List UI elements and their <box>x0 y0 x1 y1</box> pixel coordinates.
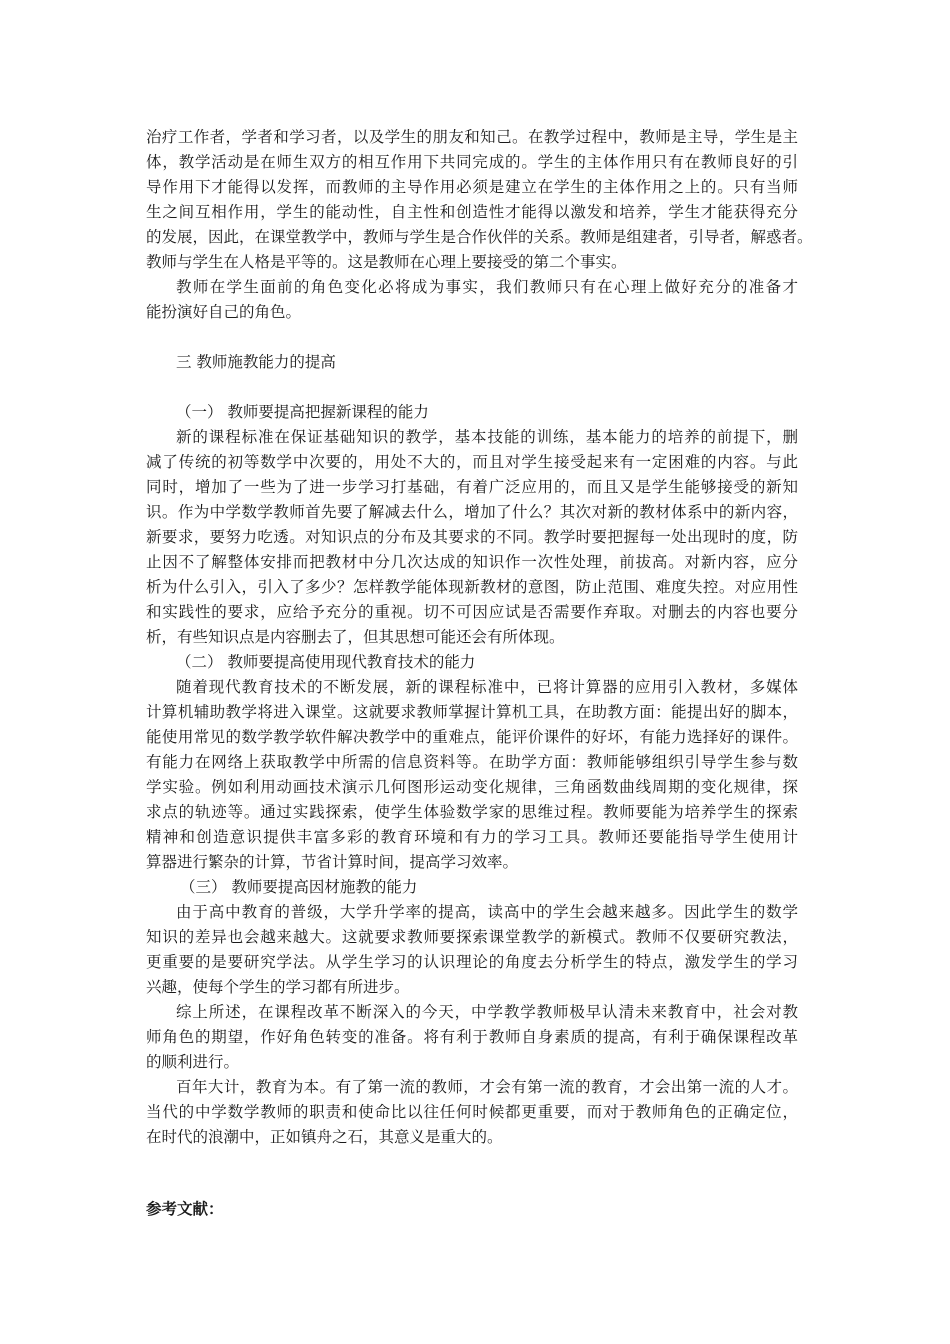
paragraph-line: 精神和创造意识提供丰富多彩的教育环境和有力的学习工具。教师还要能指导学生使用计 <box>146 828 798 846</box>
paragraph-line: 教师在学生面前的角色变化必将成为事实，我们教师只有在心理上做好充分的准备才 <box>176 278 798 296</box>
paragraph-line: 同时，增加了一些为了进一步学习打基础，有着广泛应用的，而且又是学生能够接受的新知 <box>146 478 798 496</box>
paragraph-line: 析，有些知识点是内容删去了，但其思想可能还会有所体现。 <box>146 628 565 646</box>
paragraph-line: 的发展，因此，在课堂教学中，教师与学生是合作伙伴的关系。教师是组建者，引导者，解惑者。 <box>146 228 813 246</box>
paragraph-line: 在时代的浪潮中，正如镇舟之石，其意义是重大的。 <box>146 1128 503 1146</box>
paragraph-line: 当代的中学数学教师的职责和使命比以往任何时候都更重要，而对于教师角色的正确定位， <box>146 1103 798 1121</box>
paragraph-line: 新的课程标准在保证基础知识的教学，基本技能的训练，基本能力的培养的前提下，删 <box>176 428 798 446</box>
paragraph-line: 求点的轨迹等。通过实践探索，使学生体验数学家的思维过程。教师要能为培养学生的探索 <box>146 803 798 821</box>
paragraph-line: 的顺利进行。 <box>146 1053 240 1071</box>
paragraph-line: 百年大计，教育为本。有了第一流的教师，才会有第一流的教育，才会出第一流的人才。 <box>176 1078 798 1096</box>
paragraph-line: 由于高中教育的普级，大学升学率的提高，读高中的学生会越来越多。因此学生的数学 <box>176 903 798 921</box>
subsection-heading: （一） 教师要提高把握新课程的能力 <box>176 403 429 421</box>
paragraph-line: 新要求，要努力吃透。对知识点的分布及其要求的不同。教学时要把握每一处出现时的度，防 <box>146 528 798 546</box>
paragraph-line: 止因不了解整体安排而把教材中分几次达成的知识作一次性处理，前拔高。对新内容，应分 <box>146 553 798 571</box>
paragraph-line: 和实践性的要求，应给予充分的重视。切不可因应试是否需要作弃取。对删去的内容也要分 <box>146 603 798 621</box>
paragraph-line: 析为什么引入，引入了多少？怎样教学能体现新教材的意图，防止范围、难度失控。对应用性 <box>146 578 798 596</box>
paragraph-line: 兴趣，使每个学生的学习都有所进步。 <box>146 978 410 996</box>
paragraph-line: 能扮演好自己的角色。 <box>146 303 302 321</box>
paragraph-line: 学实验。例如利用动画技术演示几何图形运动变化规律，三角函数曲线周期的变化规律，探 <box>146 778 798 796</box>
paragraph-line: 综上所述，在课程改革不断深入的今天，中学教学教师极早认清未来教育中，社会对教 <box>176 1003 798 1021</box>
paragraph-line: 能使用常见的数学教学软件解决教学中的重难点，能评价课件的好坏，有能力选择好的课件。 <box>146 728 798 746</box>
paragraph-line: 教师与学生在人格是平等的。这是教师在心理上要接受的第二个事实。 <box>146 253 627 271</box>
paragraph-line: 更重要的是要研究学法。从学生学习的认识理论的角度去分析学生的特点，激发学生的学习 <box>146 953 798 971</box>
paragraph-line: 体，教学活动是在师生双方的相互作用下共同完成的。学生的主体作用只有在教师良好的引 <box>146 153 798 171</box>
paragraph-line: 随着现代教育技术的不断发展，新的课程标准中，已将计算器的应用引入教材，多媒体 <box>176 678 798 696</box>
section-heading: 三 教师施教能力的提高 <box>176 353 336 371</box>
paragraph-line: 识。作为中学数学教师首先要了解减去什么，增加了什么？其次对新的教材体系中的新内容， <box>146 503 798 521</box>
subsection-heading: （二） 教师要提高使用现代教育技术的能力 <box>176 653 476 671</box>
paragraph-line: 减了传统的初等数学中次要的，用处不大的，而且对学生接受起来有一定困难的内容。与此 <box>146 453 798 471</box>
paragraph-line: 有能力在网络上获取教学中所需的信息资料等。在助学方面：教师能够组织引导学生参与数 <box>146 753 798 771</box>
subsection-heading: （三） 教师要提高因材施教的能力 <box>180 878 418 896</box>
references-heading: 参考文献： <box>146 1199 224 1218</box>
paragraph-line: 知识的差异也会越来越大。这就要求教师要探索课堂教学的新模式。教师不仅要研究教法， <box>146 928 798 946</box>
paragraph-line: 师角色的期望，作好角色转变的准备。将有利于教师自身素质的提高，有利于确保课程改革 <box>146 1028 798 1046</box>
paragraph-line: 计算机辅助教学将进入课堂。这就要求教师掌握计算机工具，在助教方面：能提出好的脚本， <box>146 703 798 721</box>
paragraph-line: 生之间互相作用，学生的能动性，自主性和创造性才能得以激发和培养，学生才能获得充分 <box>146 203 798 221</box>
paragraph-line: 治疗工作者，学者和学习者，以及学生的朋友和知己。在教学过程中，教师是主导，学生是主 <box>146 128 798 146</box>
paragraph-line: 算器进行繁杂的计算，节省计算时间，提高学习效率。 <box>146 853 519 871</box>
paragraph-line: 导作用下才能得以发挥，而教师的主导作用必须是建立在学生的主体作用之上的。只有当师 <box>146 178 798 196</box>
